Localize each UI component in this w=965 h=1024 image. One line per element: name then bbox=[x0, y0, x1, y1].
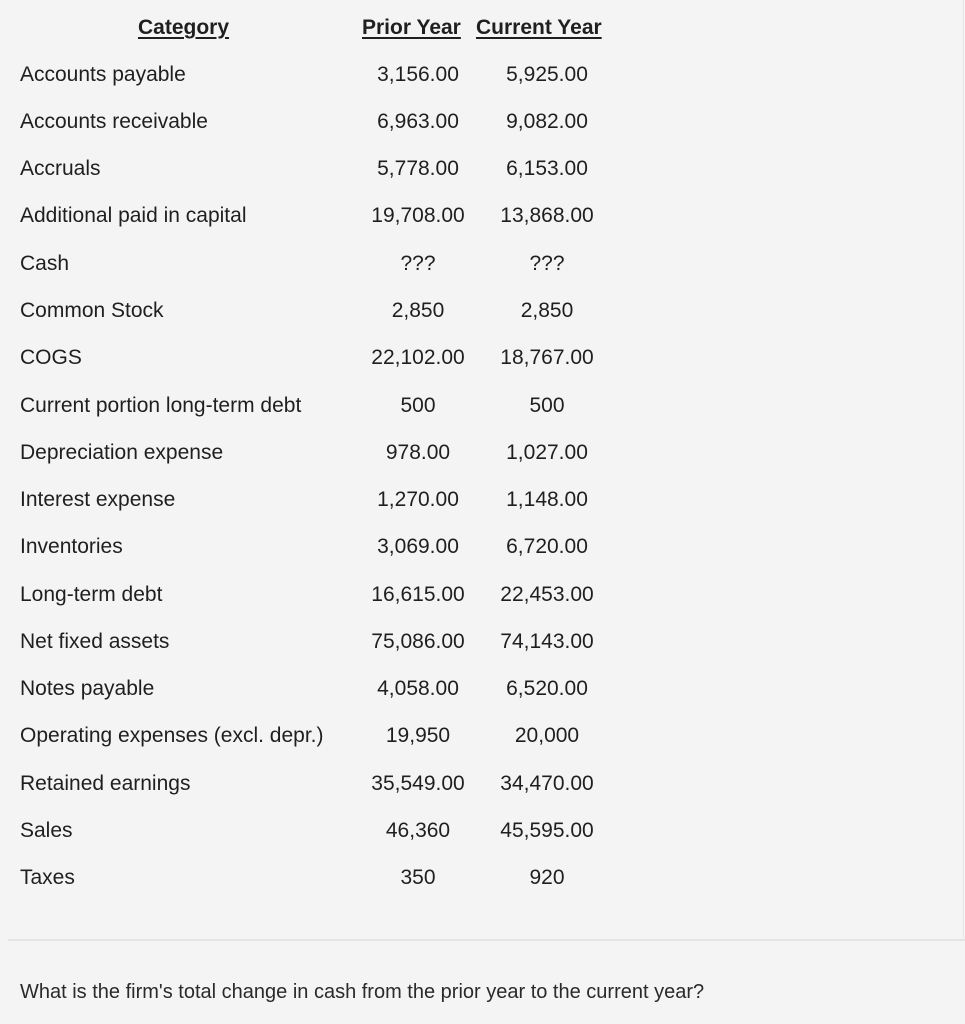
row-category: Sales bbox=[20, 819, 73, 842]
row-current-year: 18,767.00 bbox=[500, 346, 594, 369]
row-category: Accruals bbox=[20, 157, 101, 180]
row-category: Common Stock bbox=[20, 299, 164, 322]
row-category: Accounts receivable bbox=[20, 110, 208, 133]
row-current-year: 6,720.00 bbox=[506, 535, 588, 558]
row-current-year: 9,082.00 bbox=[506, 110, 588, 133]
row-current-year: 2,850 bbox=[520, 299, 574, 322]
row-category: Additional paid in capital bbox=[20, 204, 247, 227]
header-current-year: Current Year bbox=[476, 16, 602, 39]
row-category: COGS bbox=[20, 346, 82, 369]
row-prior-year: ??? bbox=[400, 252, 436, 275]
row-current-year: 6,153.00 bbox=[506, 157, 588, 180]
row-current-year: 5,925.00 bbox=[506, 63, 588, 86]
row-current-year: 45,595.00 bbox=[500, 819, 594, 842]
row-current-year: 6,520.00 bbox=[506, 677, 588, 700]
row-prior-year: 500 bbox=[400, 394, 436, 417]
row-prior-year: 4,058.00 bbox=[377, 677, 459, 700]
row-category: Depreciation expense bbox=[20, 441, 224, 464]
row-prior-year: 1,270.00 bbox=[377, 488, 459, 511]
row-category: Cash bbox=[20, 252, 70, 275]
row-current-year: 13,868.00 bbox=[500, 204, 594, 227]
row-prior-year: 75,086.00 bbox=[371, 630, 465, 653]
row-prior-year: 35,549.00 bbox=[371, 772, 465, 795]
row-category: Current portion long-term debt bbox=[20, 394, 302, 417]
row-prior-year: 6,963.00 bbox=[377, 110, 459, 133]
row-category: Notes payable bbox=[20, 677, 155, 700]
row-current-year: 920 bbox=[529, 866, 565, 889]
row-current-year: 1,027.00 bbox=[506, 441, 588, 464]
row-prior-year: 2,850 bbox=[391, 299, 445, 322]
row-prior-year: 978.00 bbox=[385, 441, 451, 464]
row-prior-year: 5,778.00 bbox=[377, 157, 459, 180]
row-current-year: 20,000 bbox=[514, 724, 580, 747]
row-category: Taxes bbox=[20, 866, 75, 889]
header-category: Category bbox=[138, 16, 230, 39]
row-current-year: 500 bbox=[529, 394, 565, 417]
row-category: Accounts payable bbox=[20, 63, 186, 86]
row-prior-year: 3,156.00 bbox=[377, 63, 459, 86]
row-category: Long-term debt bbox=[20, 583, 163, 606]
row-current-year: ??? bbox=[529, 252, 565, 275]
row-current-year: 34,470.00 bbox=[500, 772, 594, 795]
row-current-year: 74,143.00 bbox=[500, 630, 594, 653]
row-prior-year: 16,615.00 bbox=[371, 583, 465, 606]
row-category: Operating expenses (excl. depr.) bbox=[20, 724, 324, 747]
header-prior-year: Prior Year bbox=[362, 16, 461, 39]
row-prior-year: 3,069.00 bbox=[377, 535, 459, 558]
row-current-year: 22,453.00 bbox=[500, 583, 594, 606]
row-prior-year: 19,708.00 bbox=[371, 204, 465, 227]
row-category: Inventories bbox=[20, 535, 123, 558]
row-category: Interest expense bbox=[20, 488, 176, 511]
section-divider bbox=[8, 939, 965, 941]
row-prior-year: 46,360 bbox=[385, 819, 451, 842]
row-prior-year: 22,102.00 bbox=[371, 346, 465, 369]
row-prior-year: 350 bbox=[400, 866, 436, 889]
row-prior-year: 19,950 bbox=[385, 724, 451, 747]
row-category: Net fixed assets bbox=[20, 630, 170, 653]
question-text: What is the firm's total change in cash from the prior year to the current year? bbox=[20, 981, 705, 1003]
row-current-year: 1,148.00 bbox=[506, 488, 588, 511]
row-category: Retained earnings bbox=[20, 772, 191, 795]
